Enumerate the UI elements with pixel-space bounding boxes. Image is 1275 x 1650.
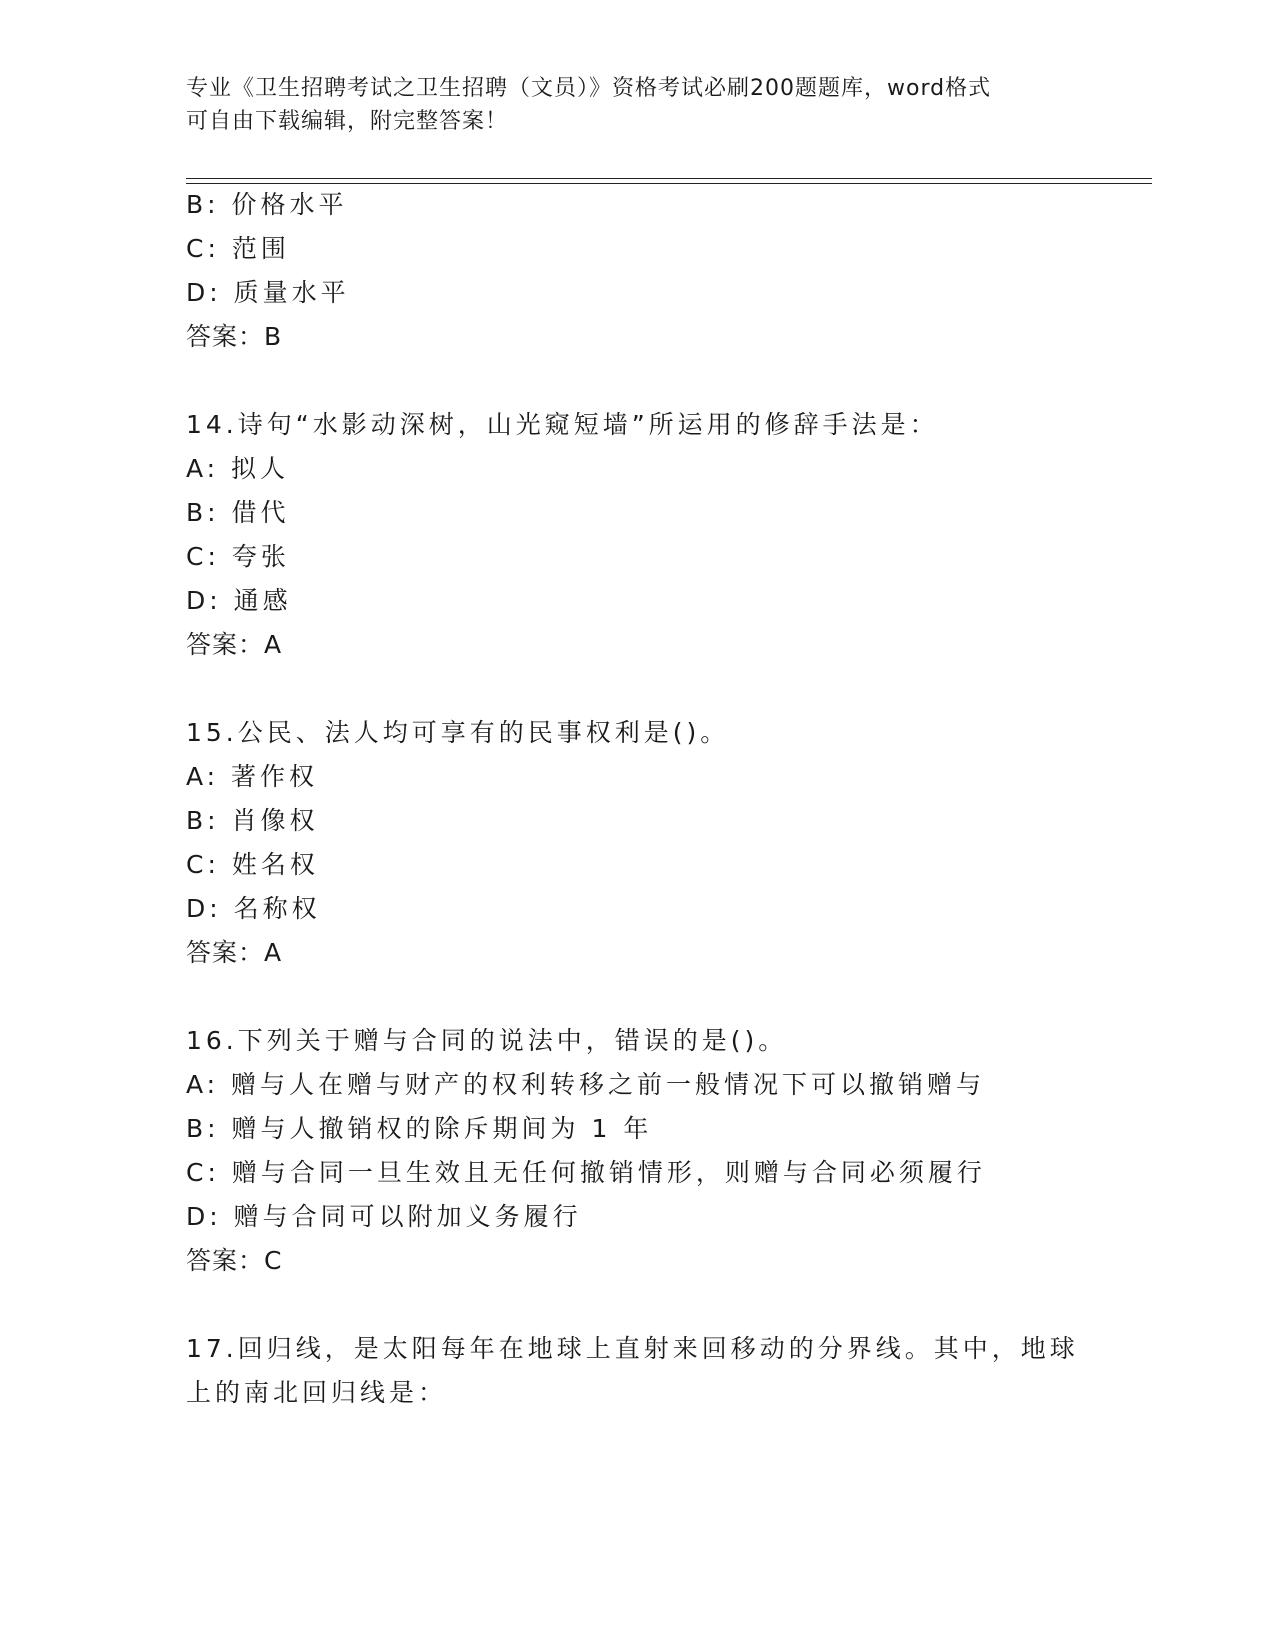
q16-question: 16.下列关于赠与合同的说法中，错误的是()。 bbox=[186, 1026, 788, 1055]
q17-question-line-1: 17.回归线，是太阳每年在地球上直射来回移动的分界线。其中，地球 bbox=[186, 1334, 1079, 1363]
q13-answer: 答案：B bbox=[186, 322, 283, 351]
q13-option-d: D: 质量水平 bbox=[186, 278, 350, 307]
q14-option-b: B: 借代 bbox=[186, 498, 290, 527]
q15-question: 15.公民、法人均可享有的民事权利是()。 bbox=[186, 718, 730, 747]
q16-option-d: D: 赠与合同可以附加义务履行 bbox=[186, 1202, 582, 1231]
q16-option-b: B: 赠与人撤销权的除斥期间为 1 年 bbox=[186, 1114, 653, 1143]
q14-option-a: A: 拟人 bbox=[186, 454, 290, 483]
q14-answer: 答案：A bbox=[186, 630, 283, 659]
q16-option-a: A: 赠与人在赠与财产的权利转移之前一般情况下可以撤销赠与 bbox=[186, 1070, 986, 1099]
q16-answer: 答案：C bbox=[186, 1246, 283, 1275]
q14-option-c: C: 夸张 bbox=[186, 542, 290, 571]
q15-option-c: C: 姓名权 bbox=[186, 850, 319, 879]
q15-option-a: A: 著作权 bbox=[186, 762, 319, 791]
header-title-line-2: 可自由下载编辑，附完整答案！ bbox=[186, 109, 509, 134]
q13-option-c: C: 范围 bbox=[186, 234, 290, 263]
header-title-line-1: 专业《卫生招聘考试之卫生招聘（文员）》资格考试必刷200题题库，word格式 bbox=[186, 76, 992, 101]
document-header bbox=[186, 72, 1086, 138]
q13-option-b: B: 价格水平 bbox=[186, 190, 348, 219]
q15-option-d: D: 名称权 bbox=[186, 894, 321, 923]
header-rule-bottom bbox=[186, 183, 1152, 184]
header-rule-top bbox=[186, 178, 1152, 179]
q16-option-c: C: 赠与合同一旦生效且无任何撤销情形，则赠与合同必须履行 bbox=[186, 1158, 986, 1187]
q14-option-d: D: 通感 bbox=[186, 586, 292, 615]
q15-option-b: B: 肖像权 bbox=[186, 806, 319, 835]
q15-answer: 答案：A bbox=[186, 938, 283, 967]
q17-question-line-2: 上的南北回归线是： bbox=[186, 1378, 448, 1407]
q14-question: 14.诗句“水影动深树，山光窥短墙”所运用的修辞手法是： bbox=[186, 410, 939, 439]
